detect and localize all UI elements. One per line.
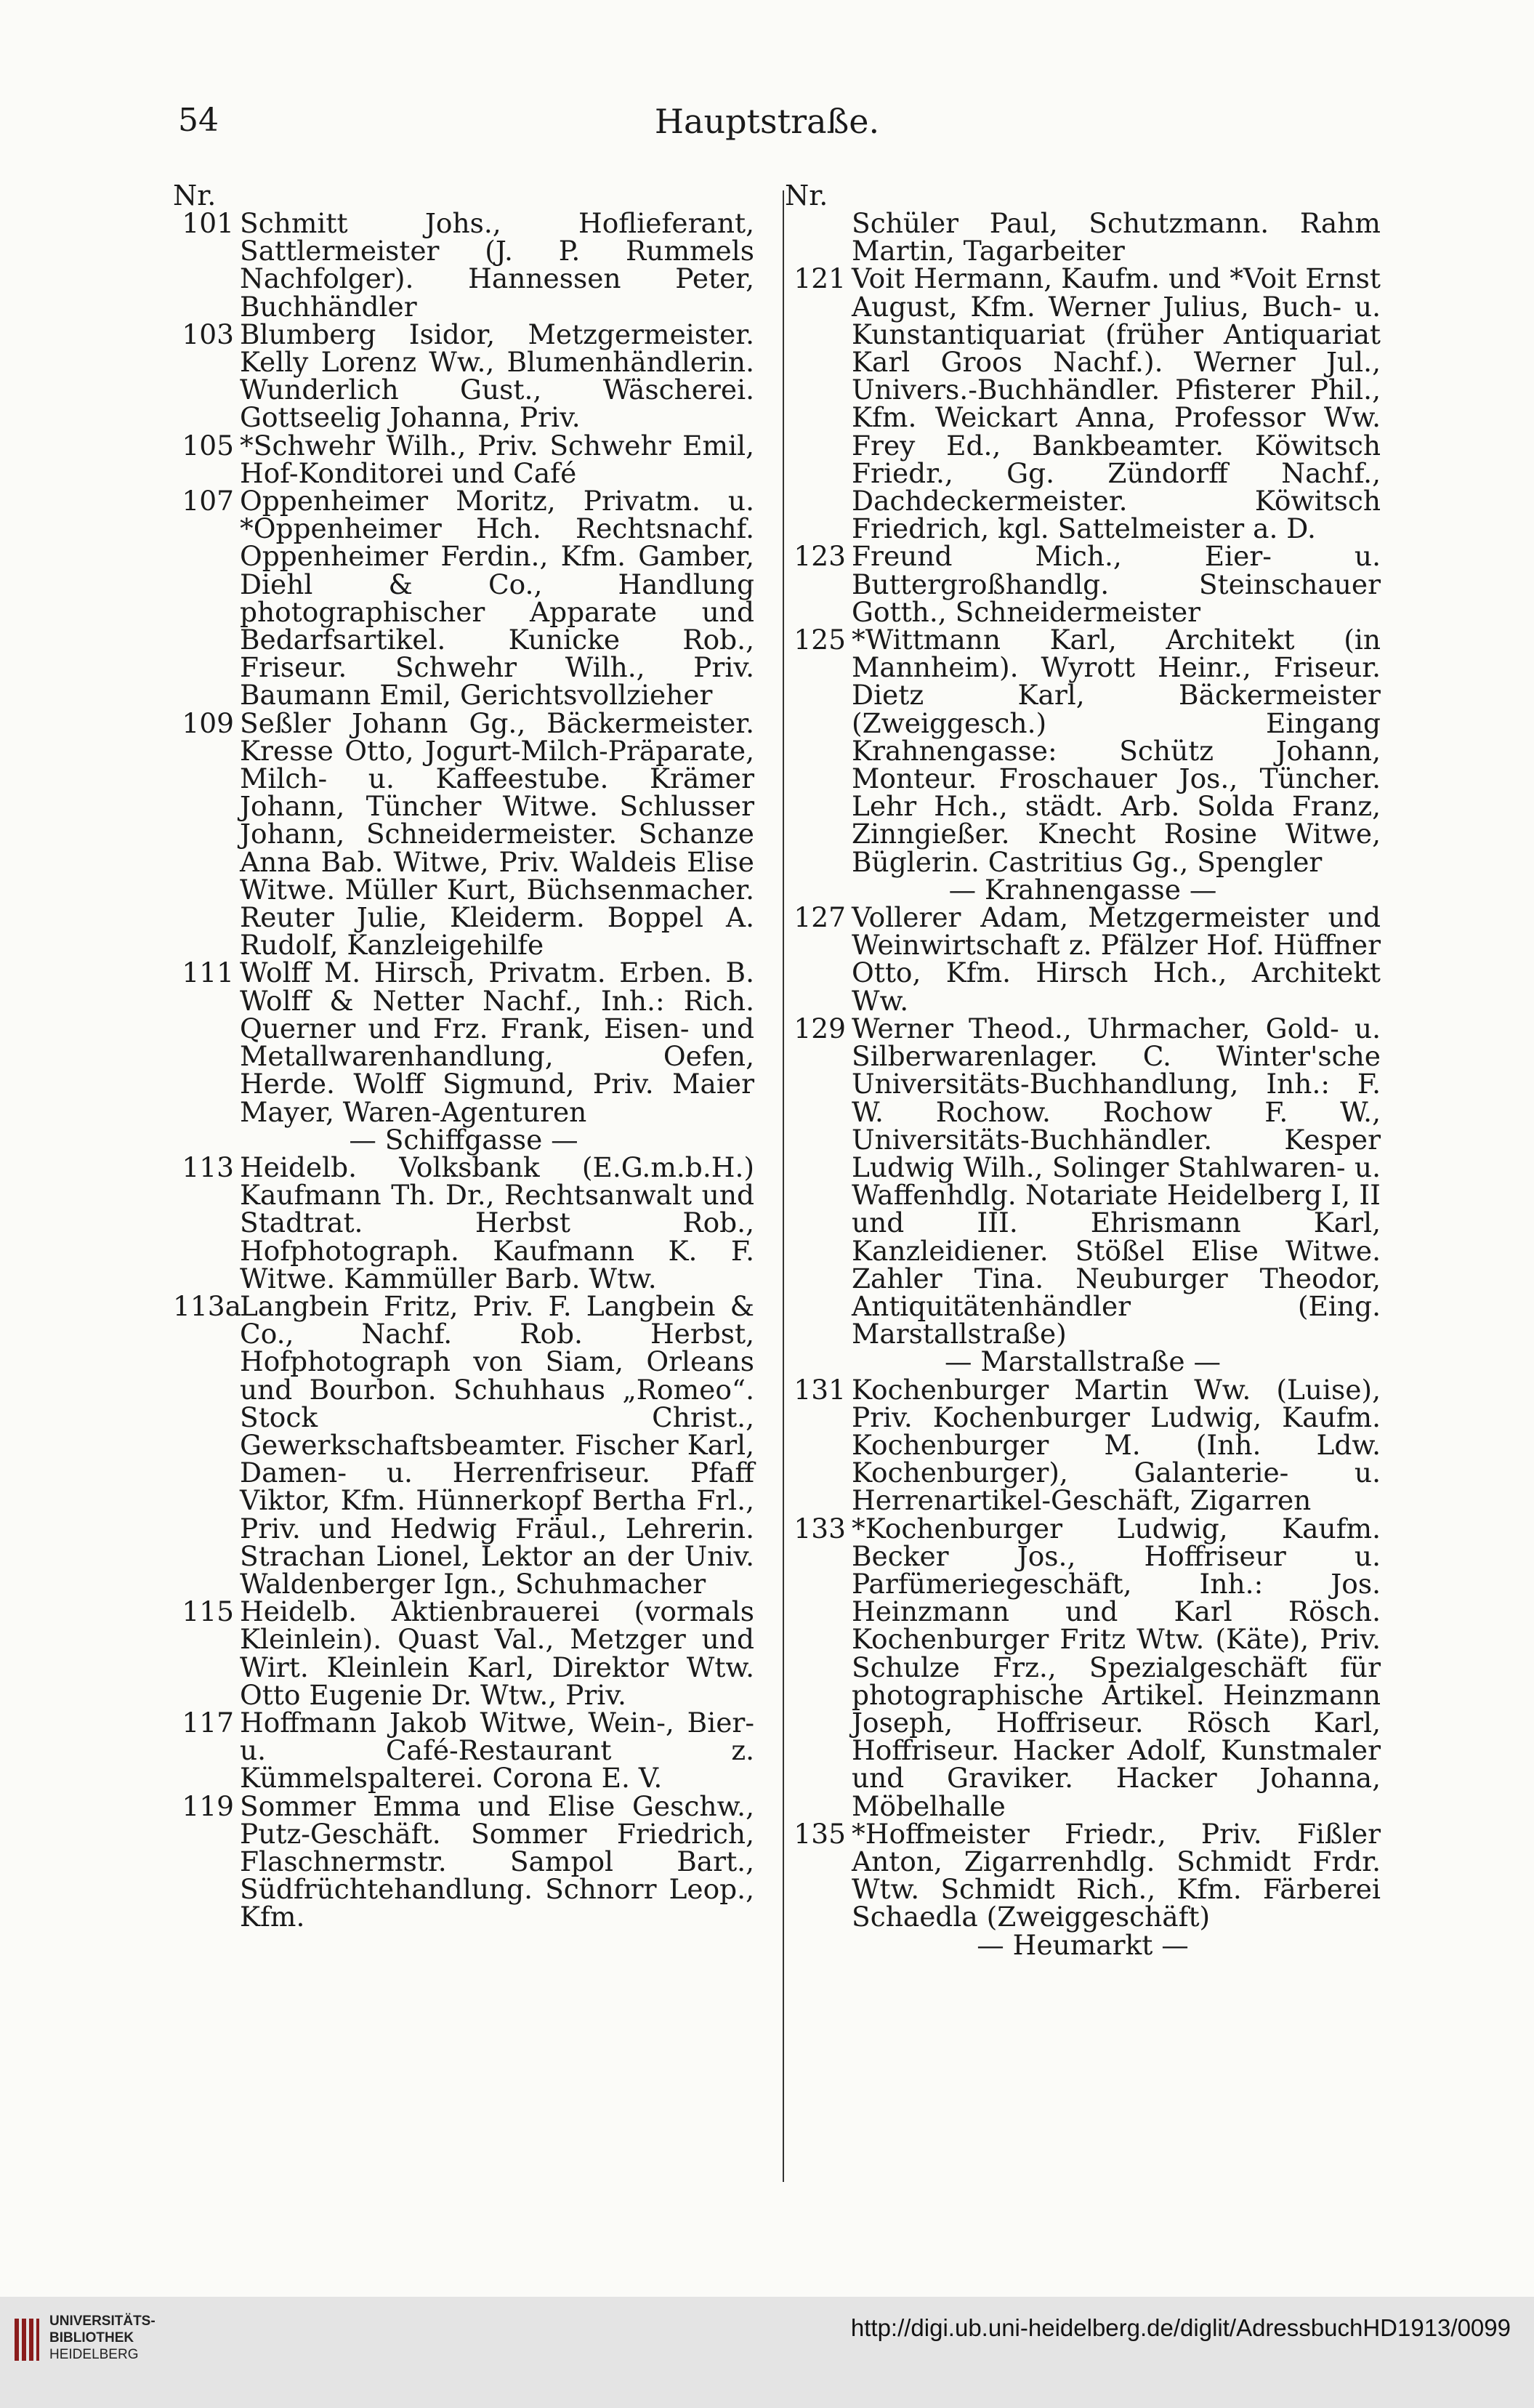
entry-text: Freund Mich., Eier- u. Buttergroßhandlg. Steinschauer Gotth., Schneidermeister (852, 540, 1381, 628)
address-entry (785, 903, 1381, 1015)
entry-text: Vollerer Adam, Metzgermeister und Weinwirtschaft z. Pfälzer Hof. Hüffner Otto, Kfm. Hirsch Hch., Architekt Ww. (852, 901, 1381, 1017)
source-url[interactable]: http://digi.ub.uni-heidelberg.de/diglit/AdressbuchHD1913/0099 (850, 2314, 1511, 2341)
house-number: 105 (182, 429, 234, 462)
address-entry (785, 262, 1381, 545)
nr-column-label: Nr. (173, 180, 217, 212)
right-column (785, 182, 1381, 1959)
street-separator: — Schiffgasse — (349, 1123, 578, 1156)
left-column (173, 182, 754, 1931)
house-number: 107 (182, 485, 234, 518)
house-number: 127 (794, 901, 846, 934)
entry-text: Voit Hermann, Kaufm. und *Voit Ernst August, Kfm. Werner Julius, Buch- u. Kunstantiquariat (früher Antiquariat Karl Groos Nachf.). Werner Jul., Univers.-Buchhändler. Pfisterer Phil., Kfm. Weickart Anna, Professor Ww. Frey Ed., Bankbeamter. Köwitsch Friedr., Gg. Zündorff Nachf., Dachdeckermeister. Köwitsch Friedrich, kgl. Sattelmeister a. D. (852, 262, 1381, 545)
entry-text: Langbein Fritz, Priv. F. Langbein & Co., Nachf. Rob. Herbst, Hofphotograph von Siam, Orleans und Bourbon. Schuhhaus „Romeo“. Stock Christ., Gewerkschaftsbeamter. Fischer Karl, Damen- u. Herrenfriseur. Pfaff Viktor, Kfm. Hünnerkopf Bertha Frl., Priv. und Hedwig Fräul., Lehrerin. Strachan Lionel, Lektor an der Univ. Waldenberger Ign., Schuhmacher (240, 1289, 754, 1600)
address-entry (785, 1512, 1381, 1822)
house-number: 135 (794, 1817, 846, 1850)
address-entry (173, 318, 754, 434)
entry-text: Kochenburger Martin Ww. (Luise), Priv. Kochenburger Ludwig, Kaufm. Kochenburger M. (Inh. Ldw. Kochenburger), Galanterie- u. Herrenartikel-Geschäft, Zigarren (852, 1373, 1381, 1517)
footer-bar (0, 2297, 1534, 2408)
entry-text: Oppenheimer Moritz, Privatm. u. *Oppenheimer Hch. Rechtsnachf. Oppenheimer Ferdin., Kfm. Gamber, Diehl & Co., Handlung photographischer Apparate und Bedarfsartikel. Kunicke Rob., Friseur. Schwehr Wilh., Priv. Baumann Emil, Gerichtsvollzieher (240, 485, 754, 712)
address-entry (173, 209, 754, 321)
address-entry (173, 706, 754, 962)
house-number: 129 (794, 1012, 846, 1044)
entry-text: Hoffmann Jakob Witwe, Wein-, Bier- u. Café-Restaurant z. Kümmelspalterei. Corona E. V. (240, 1706, 754, 1795)
address-entry (785, 1817, 1381, 1933)
entry-text: Heidelb. Aktienbrauerei (vormals Kleinlein). Quast Val., Metzger und Wirt. Kleinlein Karl, Direktor Wtw. Otto Eugenie Dr. Wtw., Priv. (240, 1595, 754, 1711)
street-separator: — Marstallstraße — (944, 1345, 1222, 1378)
address-entry (173, 1789, 754, 1933)
address-entry (173, 957, 754, 1128)
house-number: 115 (182, 1595, 234, 1628)
address-entry (173, 429, 754, 489)
house-number: 111 (182, 957, 234, 989)
address-entry (173, 1706, 754, 1795)
address-entry (173, 1289, 754, 1600)
address-entry (785, 542, 1381, 626)
running-title: Hauptstraße. (654, 102, 880, 141)
house-number: 117 (182, 1706, 234, 1739)
house-number: 123 (794, 540, 846, 573)
entry-text: *Wittmann Karl, Architekt (in Mannheim). Wyrott Heinr., Friseur. Dietz Karl, Bäckermeister (Zweiggesch.) Eingang Krahnengasse: Schütz Johann, Monteur. Froschauer Jos., Tüncher. Lehr Hch., städt. Arb. Solda Franz, Zinngießer. Knecht Rosine Witwe, Büglerin. Castritius Gg., Spengler (852, 624, 1381, 878)
address-entry (785, 1012, 1381, 1350)
entry-text: Heidelb. Volksbank (E.G.m.b.H.) Kaufmann Th. Dr., Rechtsanwalt und Stadtrat. Herbst Rob., Hofphotograph. Kaufmann K. F. Witwe. Kammüller Barb. Wtw. (240, 1151, 754, 1294)
address-entry (785, 209, 1381, 265)
entry-text: Sommer Emma und Elise Geschw., Putz-Geschäft. Sommer Friedrich, Flaschnermstr. Sampol Bart., Südfrüchtehandlung. Schnorr Leop., Kfm. (240, 1789, 754, 1933)
library-name (49, 2313, 156, 2363)
house-number: 121 (794, 262, 846, 295)
entry-text: *Kochenburger Ludwig, Kaufm. Becker Jos., Hoffriseur u. Parfümeriegeschäft, Inh.: Jos. Heinzmann und Karl Rösch. Kochenburger Fritz Wtw. (Käte), Priv. Schulze Frz., Spezialgeschäft für photographische Artikel. Heinzmann Joseph, Hoffriseur. Rösch Karl, Hoffriseur. Hacker Adolf, Kunstmaler und Graviker. Hacker Johanna, Möbelhalle (852, 1512, 1381, 1822)
address-entry (173, 485, 754, 712)
house-number: 109 (182, 706, 234, 739)
entry-text: *Hoffmeister Friedr., Priv. Fißler Anton, Zigarrenhdlg. Schmidt Frdr. Wtw. Schmidt Rich., Kfm. Färberei Schaedla (Zweiggeschäft) (852, 1817, 1381, 1933)
house-number: 101 (182, 207, 234, 239)
library-line: UNIVERSITÄTS- (49, 2314, 156, 2329)
entry-text: *Schwehr Wilh., Priv. Schwehr Emil, Hof-Konditorei und Café (240, 429, 754, 489)
house-number: 125 (794, 624, 846, 656)
entry-text: Werner Theod., Uhrmacher, Gold- u. Silberwarenlager. C. Winter'sche Universitäts-Buchhandlung, Inh.: F. W. Rochow. Rochow F. W., Universitäts-Buchhändler. Kesper Ludwig Wilh., Solinger Stahlwaren- u. Waffenhdlg. Notariate Heidelberg I, II und III. Ehrismann Karl, Kanzleidiener. Stößel Elise Witwe. Zahler Tina. Neuburger Theodor, Antiquitätenhändler (Eing. Marstallstraße) (852, 1012, 1381, 1350)
house-number: 113 (182, 1151, 234, 1183)
street-separator: — Heumarkt — (977, 1928, 1189, 1961)
house-number: 131 (794, 1373, 846, 1406)
house-number: 103 (182, 318, 234, 350)
house-number: 133 (794, 1512, 846, 1545)
address-entry (785, 626, 1381, 876)
library-line: BIBLIOTHEK (49, 2330, 134, 2345)
address-entry (173, 1153, 754, 1292)
library-line: HEIDELBERG (49, 2347, 139, 2362)
page-number: 54 (178, 102, 219, 139)
entry-text: Wolff M. Hirsch, Privatm. Erben. B. Wolff & Netter Nachf., Inh.: Rich. Querner und Frz. Frank, Eisen- und Metallwarenhandlung, Oefen, Herde. Wolff Sigmund, Priv. Maier Mayer, Waren-Agenturen (240, 957, 754, 1128)
house-number: 113a (173, 1289, 241, 1322)
entry-text: Seßler Johann Gg., Bäckermeister. Kresse Otto, Jogurt-Milch-Präparate, Milch- u. Kaffeestube. Krämer Johann, Tüncher Witwe. Schlusser Johann, Schneidermeister. Schanze Anna Bab. Witwe, Priv. Waldeis Elise Witwe. Müller Kurt, Büchsenmacher. Reuter Julie, Kleiderm. Boppel A. Rudolf, Kanzleigehilfe (240, 706, 754, 962)
nr-column-label: Nr. (785, 180, 828, 212)
entry-text: Blumberg Isidor, Metzgermeister. Kelly Lorenz Ww., Blumenhändlerin. Wunderlich Gust., Wäscherei. Gottseelig Johanna, Priv. (240, 318, 754, 434)
entry-text: Schüler Paul, Schutzmann. Rahm Martin, Tagarbeiter (852, 207, 1381, 267)
entry-text: Schmitt Johs., Hoflieferant, Sattlermeister (J. P. Rummels Nachfolger). Hannessen Peter, Buchhändler (240, 207, 754, 323)
address-entry (785, 1373, 1381, 1517)
address-entry (173, 1595, 754, 1711)
house-number: 119 (182, 1789, 234, 1822)
library-logo-icon (13, 2317, 41, 2362)
street-separator: — Krahnengasse — (948, 873, 1217, 906)
column-divider (783, 190, 784, 2182)
